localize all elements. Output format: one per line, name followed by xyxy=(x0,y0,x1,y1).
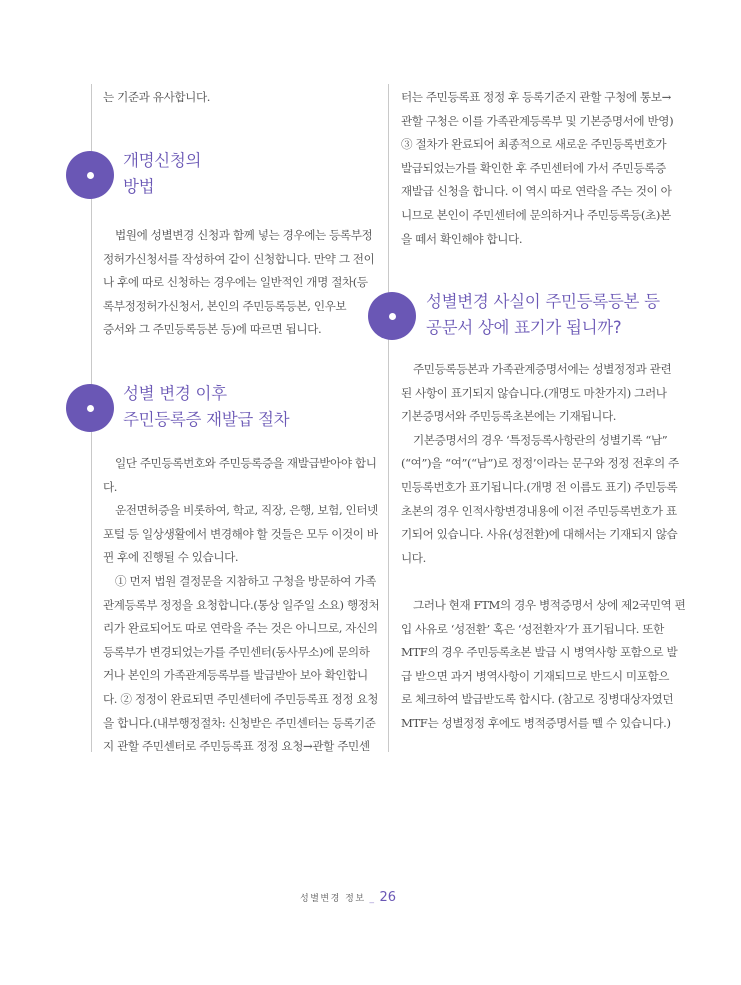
page-footer xyxy=(300,890,396,905)
text-line: 터는 주민등록표 정정 후 등록기준지 관할 구청에 통보→ xyxy=(401,90,671,104)
right-paragraph-records xyxy=(401,358,679,570)
text-line: ① 먼저 법원 결정문을 지참하고 구청을 방문하여 가족 xyxy=(115,573,376,588)
text-line: (“여”)을 “여”(“남”)로 정정’이라는 문구와 정정 전후의 주 xyxy=(401,456,679,471)
text-line: 록부정정허가신청서, 본인의 주민등록등본, 인우보 xyxy=(103,298,347,313)
text-line: 뀐 후에 진행될 수 있습니다. xyxy=(103,550,239,565)
text-line: 된 사항이 표기되지 않습니다.(개명도 마찬가지) 그러나 xyxy=(401,385,667,400)
text-line: 발급되었는가를 확인한 후 주민센터에 가서 주민등록증 xyxy=(401,160,666,175)
text-line: MTF는 성별정정 후에도 병적증명서를 뗄 수 있습니다.) xyxy=(401,715,671,730)
left-paragraph-rename xyxy=(103,224,378,342)
text-line: 운전면허증을 비롯하여, 학교, 직장, 은행, 보험, 인터넷 xyxy=(115,503,378,518)
text-line: 다. xyxy=(103,479,118,494)
page-number: 26 xyxy=(379,890,397,905)
text-line: 을 떼서 확인해야 합니다. xyxy=(401,231,523,246)
text-line: 관할 구청은 이를 가족관계등록부 및 기본증명서에 반영) xyxy=(401,113,674,128)
text-line: 등록부가 변경되었는가를 주민센터(동사무소)에 문의하 xyxy=(103,644,370,659)
section-bullet-icon xyxy=(368,292,416,340)
text-line: 지 관할 주민센터로 주민등록표 정정 요청→관할 주민센 xyxy=(103,739,370,754)
text-line: 다. ② 정정이 완료되면 주민센터에 주민등록표 정정 요청 xyxy=(103,691,379,706)
text-line: 니므로 본인이 주민센터에 문의하거나 주민등록등(초)본 xyxy=(401,207,671,222)
text-line: 나 후에 따로 신청하는 경우에는 일반적인 개명 절차(등 xyxy=(103,275,368,290)
text-line: 관계등록부 정정을 요청합니다.(통상 일주일 소요) 행정처 xyxy=(103,597,380,612)
footer-title: 성별변경 정보 xyxy=(300,894,366,904)
text-line: 리가 완료되어도 따로 연락을 주는 것은 아니므로, 자신의 xyxy=(103,621,378,636)
text-line: 기본증명서의 경우 ‘특정등록사항란의 성별기록 “남” xyxy=(413,432,668,447)
text-line: 민등록번호가 표기됩니다.(개명 전 이름도 표기) 주민등록 xyxy=(401,479,678,494)
text-line: 입 사유로 ‘성전환’ 혹은 ‘성전환자’가 표기됩니다. 또한 xyxy=(401,621,664,636)
left-paragraph-reissue xyxy=(103,452,378,759)
text-line: 거나 본인의 가족관계등록부를 발급받아 보아 확인합니 xyxy=(103,668,368,683)
section-bullet-icon xyxy=(66,384,114,432)
footer-separator: _ xyxy=(369,894,376,904)
text-line: 급 받으면 과거 병역사항이 기재되므로 반드시 미포함으 xyxy=(401,668,670,683)
text-line: 법원에 성별변경 신청과 함께 넣는 경우에는 등록부정 xyxy=(115,228,373,242)
left-intro-text xyxy=(103,86,378,110)
text-line: 증서와 그 주민등록등본 등)에 따르면 됩니다. xyxy=(103,322,322,337)
text-line: ③ 절차가 완료되어 최종적으로 새로운 주민등록번호가 xyxy=(401,137,667,152)
text-line: 재발급 신청을 합니다. 이 역시 따로 연락을 주는 것이 아 xyxy=(401,184,672,199)
right-paragraph-military xyxy=(401,594,686,736)
text-line: 일단 주민등록번호와 주민등록증을 재발급받아야 합니 xyxy=(115,456,377,470)
text-line: 니다. xyxy=(401,550,426,565)
text-line: 로 체크하여 발급받도록 합시다. (참고로 징병대상자였던 xyxy=(401,692,674,707)
section-bullet-icon xyxy=(66,151,114,199)
text-line: 그러나 현재 FTM의 경우 병적증명서 상에 제2국민역 편 xyxy=(413,598,686,612)
text-line: 기본증명서와 주민등록초본에는 기재됩니다. xyxy=(401,409,617,424)
section-heading-text: 성별변경 사실이 주민등록등본 등 공문서 상에 표기가 됩니까? xyxy=(426,292,660,337)
text-line: 기되어 있습니다. 사유(성전환)에 대해서는 기재되지 않습 xyxy=(401,527,678,542)
center-column-rule xyxy=(388,84,389,752)
text-line: 정허가신청서를 작성하여 같이 신청합니다. 만약 그 전이 xyxy=(103,251,375,266)
text-line: 초본의 경우 인적사항변경내용에 이전 주민등록번호가 표 xyxy=(401,503,677,518)
text-line: 주민등록등본과 가족관계증명서에는 성별정정과 관련 xyxy=(413,362,672,376)
text-line: MTF의 경우 주민등록초본 발급 시 병역사항 포함으로 발 xyxy=(401,645,678,660)
section-heading-text: 성별 변경 이후 주민등록증 재발급 절차 xyxy=(123,384,290,429)
text-line: 포털 등 일상생활에서 변경해야 할 것들은 모두 이것이 바 xyxy=(103,526,378,541)
text-line: 는 기준과 유사합니다. xyxy=(103,90,211,104)
text-line: 을 합니다.(내부행정절차: 신청받은 주민센터는 등록기준 xyxy=(103,715,376,730)
section-heading-text: 개명신청의 방법 xyxy=(123,151,202,196)
right-paragraph-continued xyxy=(401,86,679,251)
